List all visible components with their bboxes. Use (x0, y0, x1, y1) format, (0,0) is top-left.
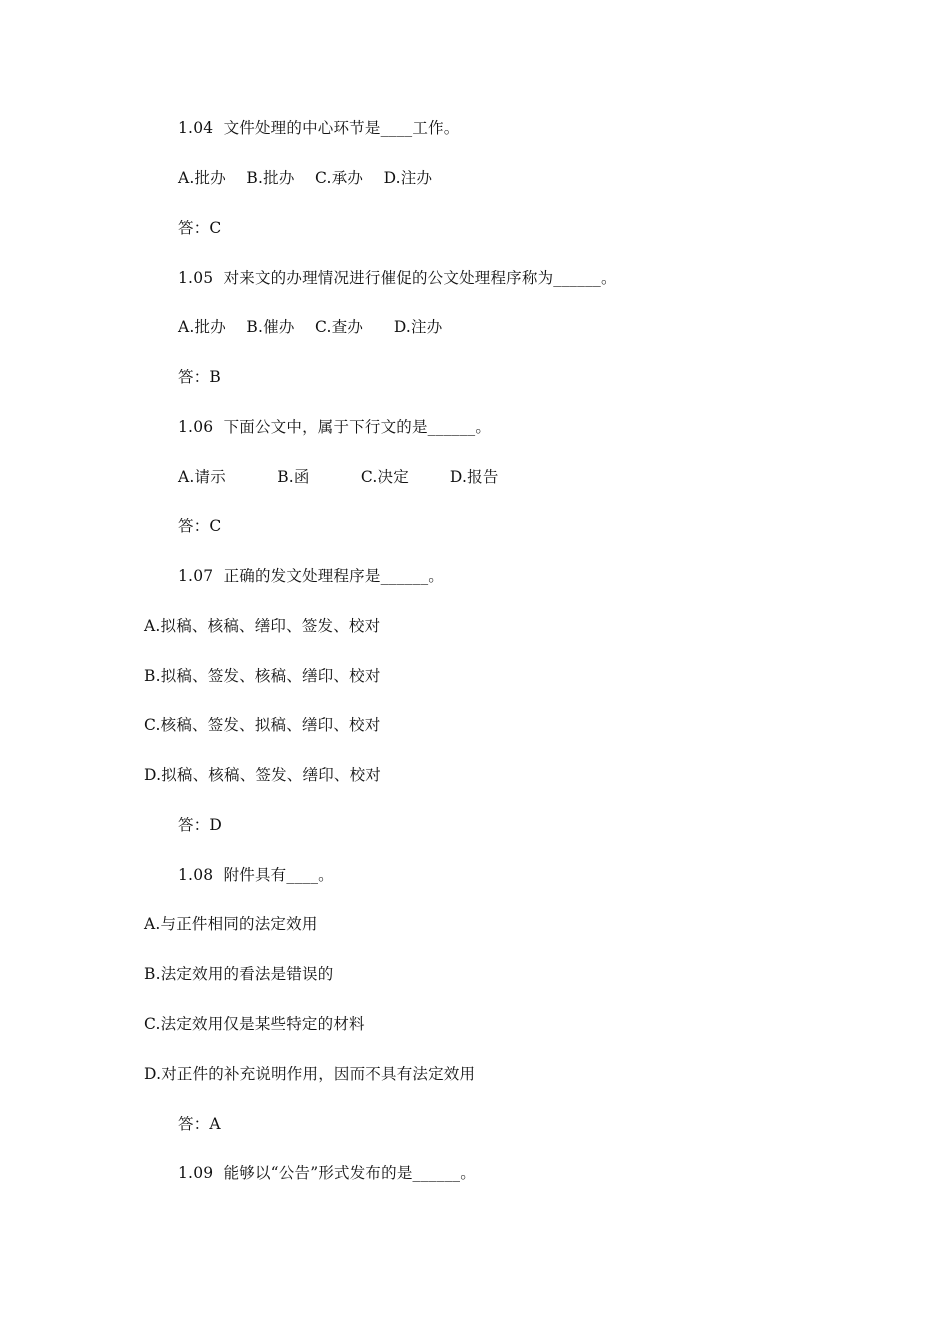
option-1-07-d: D.拟稿、核稿、签发、缮印、校对 (144, 766, 382, 784)
answer-1-04: 答：C (178, 219, 222, 237)
answer-1-06: 答：C (178, 517, 222, 535)
question-1-07: 1.07 正确的发文处理程序是______。 (178, 567, 444, 585)
option-1-07-b: B.拟稿、签发、核稿、缮印、校对 (144, 667, 381, 685)
question-1-05: 1.05 对来文的办理情况进行催促的公文处理程序称为______。 (178, 269, 617, 287)
option-1-07-a: A.拟稿、核稿、缮印、签发、校对 (144, 617, 381, 635)
question-1-08: 1.08 附件具有____。 (178, 866, 334, 884)
option-1-08-b: B.法定效用的看法是错误的 (144, 965, 334, 983)
option-1-07-c: C.核稿、签发、拟稿、缮印、校对 (144, 716, 381, 734)
option-1-08-d: D.对正件的补充说明作用，因而不具有法定效用 (144, 1065, 476, 1083)
question-1-09: 1.09 能够以“公告”形式发布的是______。 (178, 1164, 476, 1182)
option-1-08-c: C.法定效用仅是某些特定的材料 (144, 1015, 365, 1033)
answer-1-05: 答：B (178, 368, 221, 386)
options-1-04: A.批办 B.批办 C.承办 D.注办 (178, 169, 433, 187)
options-1-05: A.批办 B.催办 C.查办 D.注办 (178, 318, 443, 336)
question-1-06: 1.06 下面公文中，属于下行文的是______。 (178, 418, 492, 436)
options-1-06: A.请示 B.函 C.决定 D.报告 (178, 468, 499, 486)
answer-1-07: 答：D (178, 816, 223, 834)
question-1-04: 1.04 文件处理的中心环节是____工作。 (178, 119, 460, 137)
answer-1-08: 答：A (178, 1115, 221, 1133)
option-1-08-a: A.与正件相同的法定效用 (144, 915, 318, 933)
